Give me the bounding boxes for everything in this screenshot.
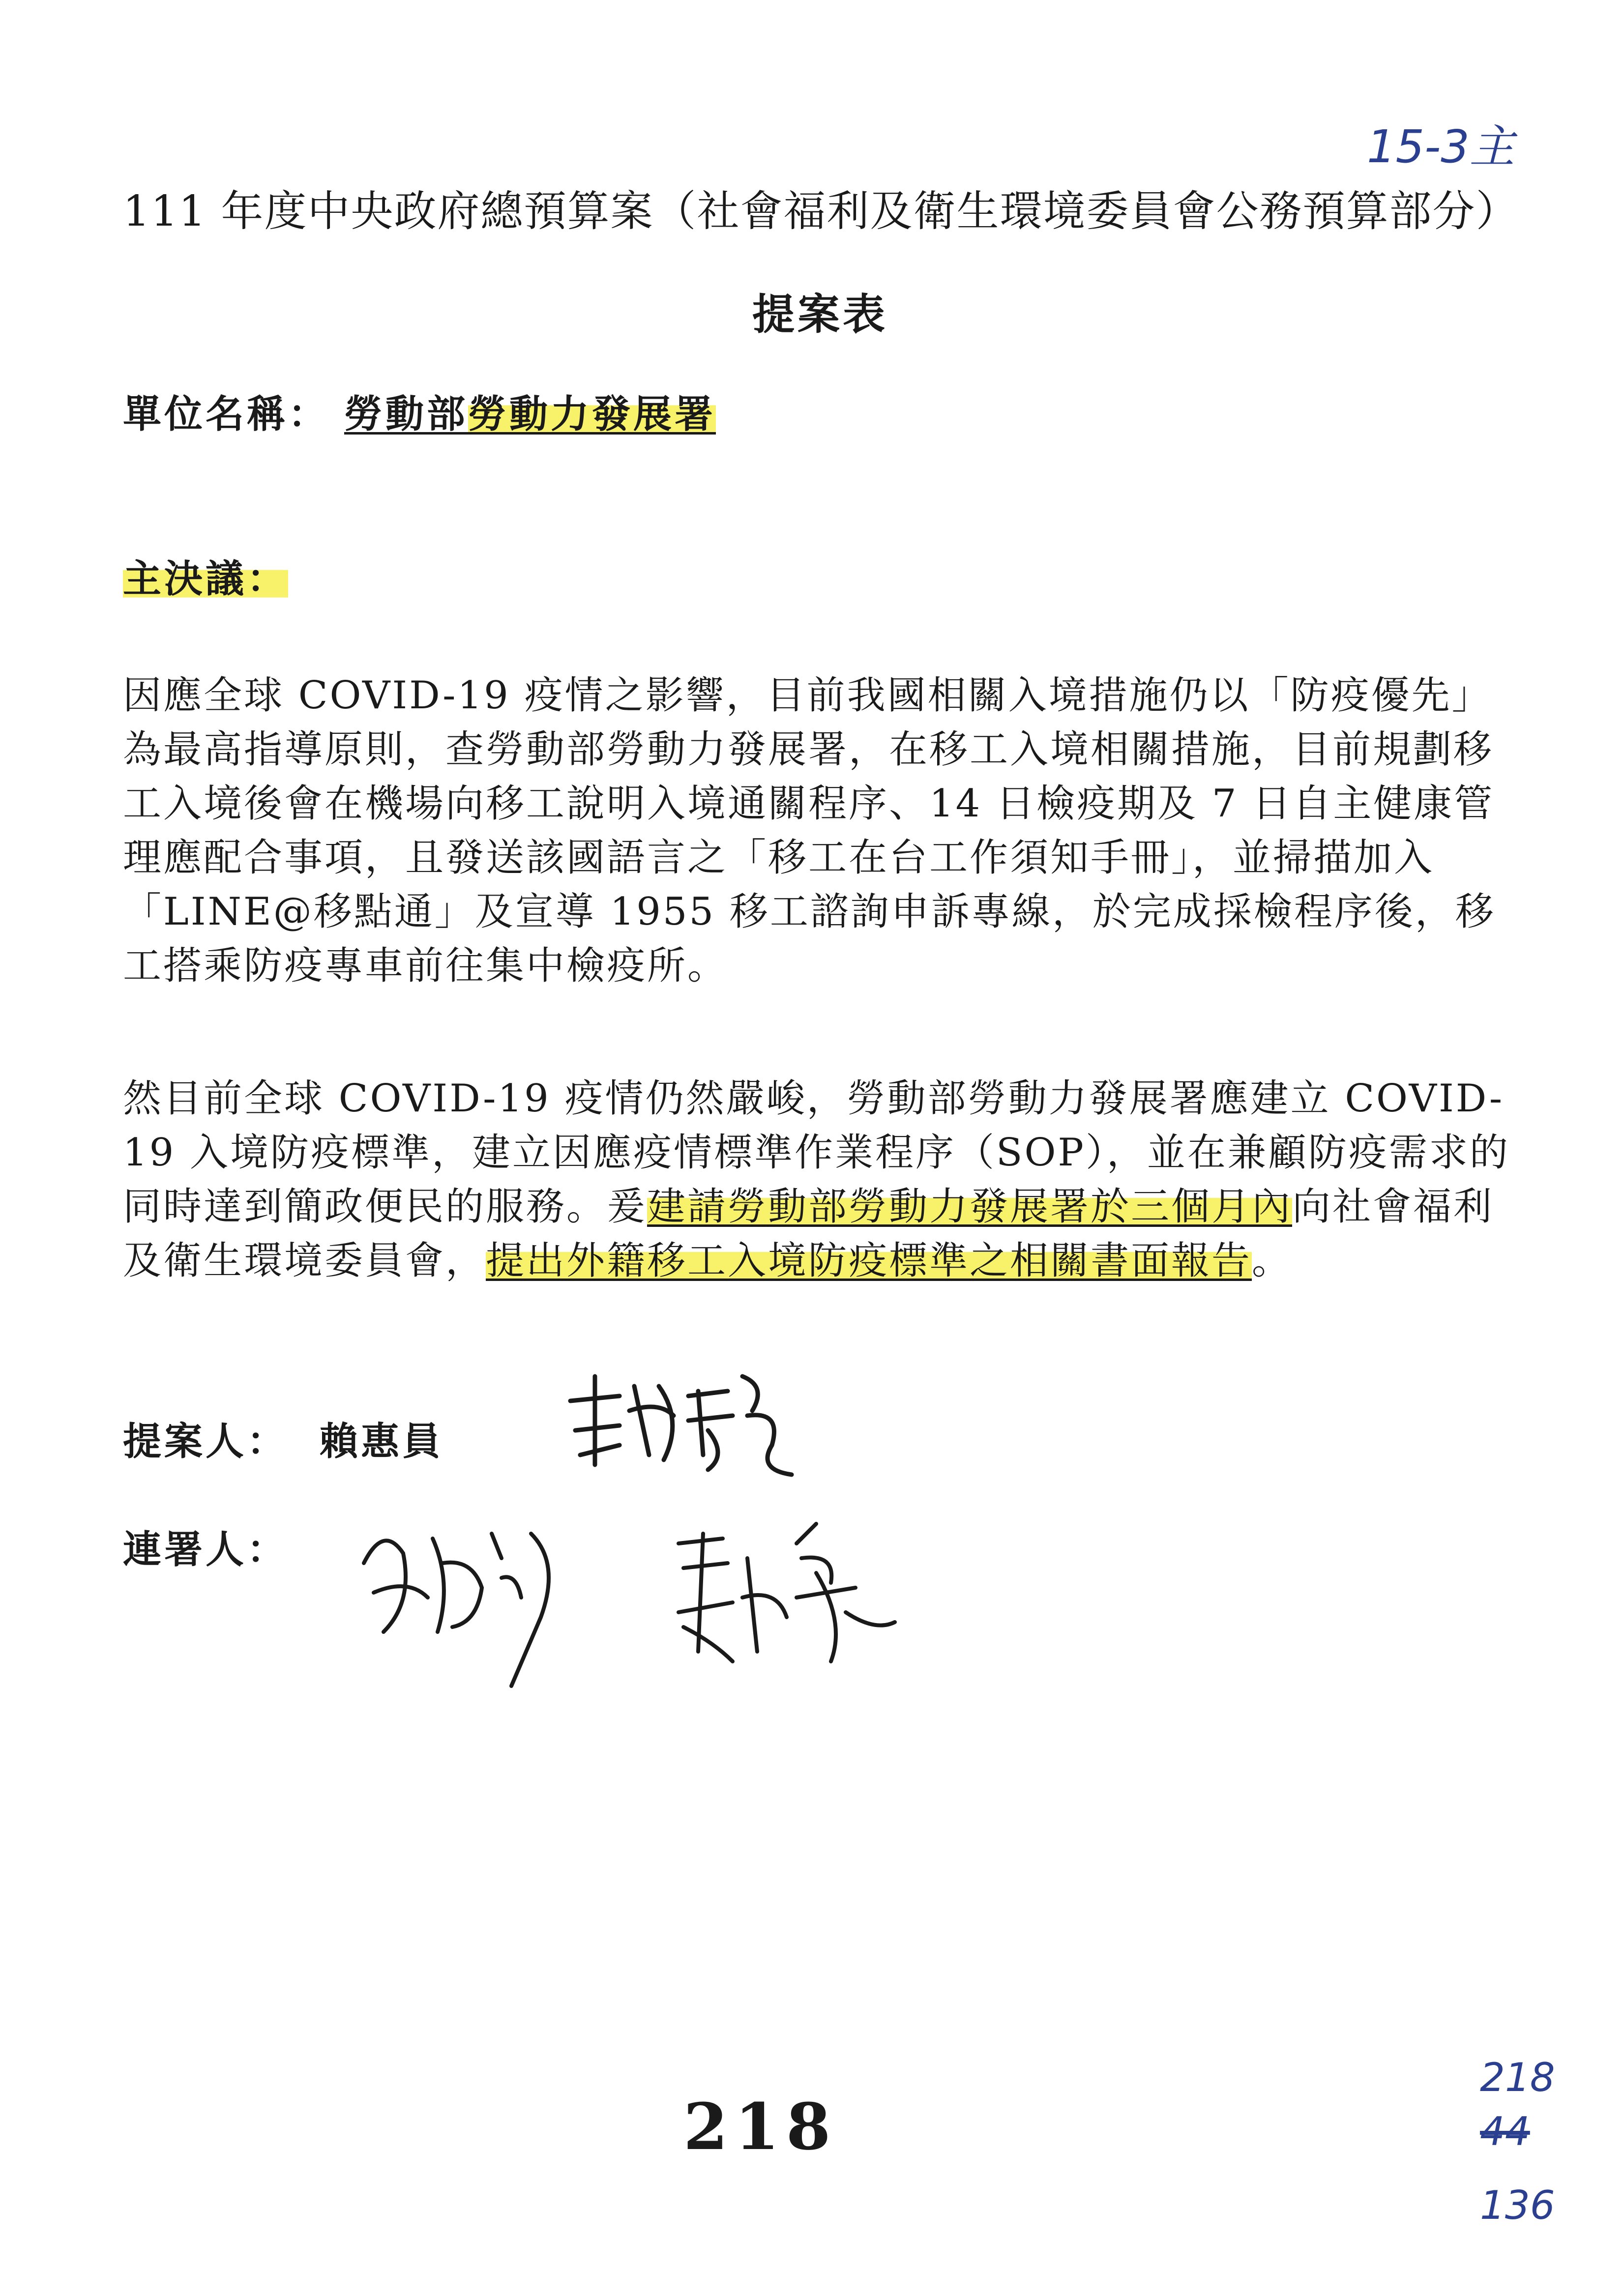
cosigner-label: 連署人： (123, 1527, 289, 1572)
cosigner-signature-1 (354, 1504, 590, 1691)
proposer-signature (561, 1357, 797, 1484)
page-number: 218 (683, 2089, 838, 2164)
paragraph-2-end: 。 (1252, 1239, 1293, 1283)
paragraph-2-plain: 然目前全球 COVID-19 疫情仍然嚴峻，勞動部勞動力發展署應建立 COVID-19 入境防疫標準，建立因應疫情標準作業程序（SOP），並在兼顧防疫需求的同時達到簡政便民的服務。爰 (123, 1076, 1510, 1229)
unit-value-plain: 勞動部 (344, 392, 469, 436)
paragraph-2-highlight-1: 建請勞動部勞動力發展署於三個月內 (647, 1185, 1293, 1229)
handwritten-annotation-top: 15-3主 (1367, 120, 1515, 173)
resolution-label-text: 主決議： (123, 556, 289, 601)
cosigner-signature-2 (669, 1514, 905, 1681)
unit-value-highlighted: 勞動力發展署 (468, 392, 716, 436)
paragraph-2 (123, 1072, 1514, 1288)
paragraph-1: 因應全球 COVID-19 疫情之影響，目前我國相關入境措施仍以「防疫優先」為最高指導原則，查勞動部勞動力發展署，在移工入境相關措施，目前規劃移工入境後會在機場向移工說明入境通關程序、14 日檢疫期及 7 日自主健康管理應配合事項，且發送該國語言之「移工在台工作須知手冊」，並掃描加入「LINE@移點通」及宣導 1955 移工諮詢申訴專線，於完成採檢程序後，移工搭乘防疫專車前往集中檢疫所。 (123, 673, 1496, 988)
proposer-name: 賴惠員 (320, 1419, 444, 1464)
proposer-label: 提案人： (123, 1419, 289, 1464)
unit-value (344, 383, 716, 438)
paragraph-2-middle: 向社會福利及衛生環境委員會， (123, 1185, 1494, 1283)
handwritten-page-218: 218 (1480, 2055, 1555, 2100)
unit-label: 單位名稱： (123, 392, 330, 436)
handwritten-page-136: 136 (1480, 2182, 1555, 2228)
handwritten-page-struck: 44 (1480, 2109, 1530, 2154)
document-subtitle: 提案表 (752, 290, 888, 339)
resolution-label (123, 548, 288, 603)
paragraph-2-highlight-2: 提出外籍移工入境防疫標準之相關書面報告 (486, 1239, 1252, 1283)
document-title: 111 年度中央政府總預算案（社會福利及衛生環境委員會公務預算部分） (123, 187, 1519, 236)
